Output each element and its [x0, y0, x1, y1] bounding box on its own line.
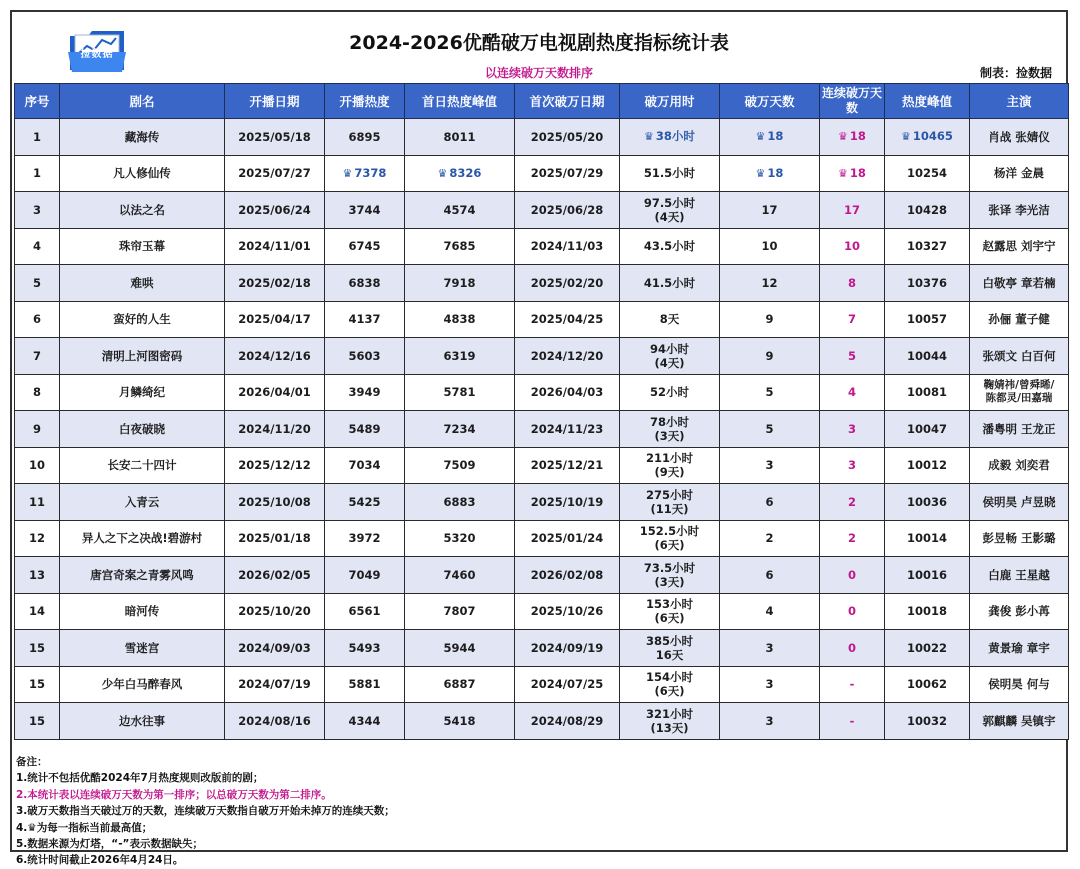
heat-peak-cell: 10062: [885, 666, 970, 703]
consecutive-days-cell: [820, 119, 885, 156]
break-time-cell: [620, 484, 720, 521]
start-date-cell: 2025/10/08: [225, 484, 325, 521]
break-time-cell-line2: (3天): [654, 574, 685, 589]
break-days-cell: [720, 155, 820, 192]
crown-icon: ♛: [644, 130, 654, 144]
rank-cell: 4: [15, 228, 60, 265]
open-heat-cell: 5603: [325, 338, 405, 375]
open-heat-cell: 7034: [325, 447, 405, 484]
consecutive-days-cell: 3: [820, 447, 885, 484]
table-row: [15, 374, 1069, 411]
break-time-cell: 52小时: [620, 374, 720, 411]
note-5: 5.数据来源为灯塔，“-”表示数据缺失；: [16, 838, 203, 851]
cast-cell: 白敬亭 章若楠: [970, 265, 1069, 302]
open-heat-cell: 6838: [325, 265, 405, 302]
notes-heading: 备注：: [16, 756, 48, 768]
first-break-cell: 2025/07/29: [515, 155, 620, 192]
notes-section: [16, 754, 1056, 869]
first-break-cell: 2025/02/20: [515, 265, 620, 302]
start-date-cell: 2025/05/18: [225, 119, 325, 156]
crown-icon: ♛: [901, 130, 911, 144]
open-heat-cell: 6895: [325, 119, 405, 156]
cast-cell: 白鹿 王星越: [970, 557, 1069, 594]
start-date-cell: 2025/04/17: [225, 301, 325, 338]
cast-cell: [970, 374, 1069, 411]
consecutive-days-cell-value: 18: [849, 129, 866, 144]
drama-name-cell: 清明上河图密码: [60, 338, 225, 375]
table-row: [15, 155, 1069, 192]
drama-name-cell: 蛮好的人生: [60, 301, 225, 338]
heat-peak-cell: 10022: [885, 630, 970, 667]
column-header-name: 剧名: [60, 84, 225, 119]
first-peak-cell: 7234: [405, 411, 515, 448]
column-header-open-heat: 开播热度: [325, 84, 405, 119]
first-peak-cell: [405, 155, 515, 192]
start-date-cell: 2024/08/16: [225, 703, 325, 740]
open-heat-cell: 3744: [325, 192, 405, 229]
consecutive-days-cell: 2: [820, 520, 885, 557]
consecutive-days-cell: 17: [820, 192, 885, 229]
break-time-cell-line2: 16天: [655, 647, 684, 662]
consecutive-days-cell: [820, 155, 885, 192]
column-header-break-days: 破万天数: [720, 84, 820, 119]
start-date-cell: 2026/04/01: [225, 374, 325, 411]
cast-cell: 张颂文 白百何: [970, 338, 1069, 375]
stats-table: [14, 83, 1069, 740]
break-days-cell: 17: [720, 192, 820, 229]
crown-icon: ♛: [437, 166, 448, 180]
start-date-cell: 2025/10/20: [225, 593, 325, 630]
start-date-cell: 2025/06/24: [225, 192, 325, 229]
cast-cell: 成毅 刘奕君: [970, 447, 1069, 484]
drama-name-cell: 月鳞绮纪: [60, 374, 225, 411]
break-time-cell-line2: (6天): [654, 684, 685, 699]
drama-name-cell: 少年白马醉春风: [60, 666, 225, 703]
table-row: [15, 703, 1069, 740]
cast-cell: 黄景瑜 章宇: [970, 630, 1069, 667]
heat-peak-cell: 10081: [885, 374, 970, 411]
heat-peak-cell-value: 10465: [912, 129, 953, 144]
crown-icon: ♛: [342, 166, 353, 180]
heat-peak-cell: 10057: [885, 301, 970, 338]
column-header-first-break-date: 首次破万日期: [515, 84, 620, 119]
break-time-cell-line1: 94小时: [649, 341, 689, 356]
break-days-cell: 4: [720, 593, 820, 630]
first-peak-cell: 6887: [405, 666, 515, 703]
break-days-cell: 10: [720, 228, 820, 265]
note-4: 4.♛为每一指标当前最高值；: [16, 821, 153, 834]
break-days-cell: 3: [720, 703, 820, 740]
cast-cell: 潘粤明 王龙正: [970, 411, 1069, 448]
rank-cell: 13: [15, 557, 60, 594]
first-peak-cell: 7460: [405, 557, 515, 594]
first-break-cell: 2026/04/03: [515, 374, 620, 411]
first-peak-cell: 5781: [405, 374, 515, 411]
open-heat-cell-value: 7378: [354, 165, 387, 180]
open-heat-cell: 5493: [325, 630, 405, 667]
first-peak-cell: 5944: [405, 630, 515, 667]
consecutive-days-cell: 5: [820, 338, 885, 375]
heat-peak-cell: 10012: [885, 447, 970, 484]
table-row: [15, 630, 1069, 667]
break-days-cell: 6: [720, 484, 820, 521]
crown-icon: ♛: [755, 130, 766, 144]
drama-name-cell: 珠帘玉幕: [60, 228, 225, 265]
cast-cell: 肖战 张婧仪: [970, 119, 1069, 156]
rank-cell: 6: [15, 301, 60, 338]
break-time-cell: [620, 338, 720, 375]
break-time-cell-line2: (6天): [654, 611, 685, 626]
rank-cell: 7: [15, 338, 60, 375]
column-header-rank: 序号: [15, 84, 60, 119]
table-row: [15, 520, 1069, 557]
rank-cell: 1: [15, 155, 60, 192]
note-1: 1.统计不包括优酷2024年7月热度规则改版前的剧；: [16, 772, 264, 785]
table-row: [15, 557, 1069, 594]
heat-peak-cell: 10376: [885, 265, 970, 302]
drama-name-cell: 暗河传: [60, 593, 225, 630]
first-peak-cell: 6883: [405, 484, 515, 521]
break-days-cell: 2: [720, 520, 820, 557]
drama-name-cell: 异人之下之决战!碧游村: [60, 520, 225, 557]
open-heat-cell: 6745: [325, 228, 405, 265]
drama-name-cell: 雪迷宫: [60, 630, 225, 667]
first-break-cell: 2024/12/20: [515, 338, 620, 375]
cast-cell: 龚俊 彭小苒: [970, 593, 1069, 630]
drama-name-cell: 边水往事: [60, 703, 225, 740]
break-days-cell: 3: [720, 666, 820, 703]
break-time-cell-line1: 211小时: [645, 451, 693, 466]
consecutive-days-cell: 8: [820, 265, 885, 302]
break-time-cell-line2: (3天): [654, 428, 685, 443]
first-peak-cell: 6319: [405, 338, 515, 375]
cast-cell: 杨洋 金晨: [970, 155, 1069, 192]
break-time-cell-line2: (13天): [650, 720, 689, 735]
break-time-cell-line1: 275小时: [645, 487, 693, 502]
consecutive-days-cell: 4: [820, 374, 885, 411]
rank-cell: 3: [15, 192, 60, 229]
cast-cell-line1: 鞠婧祎/曾舜晞/: [983, 379, 1055, 392]
first-peak-cell: 7509: [405, 447, 515, 484]
drama-name-cell: 凡人修仙传: [60, 155, 225, 192]
break-time-cell: [620, 557, 720, 594]
break-time-cell-line2: (4天): [654, 355, 685, 370]
note-6: 6.统计时间截止2026年4月24日。: [16, 854, 184, 867]
rank-cell: 15: [15, 666, 60, 703]
column-header-start-date: 开播日期: [225, 84, 325, 119]
start-date-cell: 2025/07/27: [225, 155, 325, 192]
break-time-cell-line1: 154小时: [645, 670, 693, 685]
note-3: 3.破万天数指当天破过万的天数，连续破万天数指自破万开始未掉万的连续天数；: [16, 805, 395, 818]
consecutive-days-cell: 10: [820, 228, 885, 265]
break-time-cell: 43.5小时: [620, 228, 720, 265]
break-time-cell-line1: 321小时: [645, 706, 693, 721]
first-peak-cell: 7918: [405, 265, 515, 302]
break-time-cell: [620, 630, 720, 667]
open-heat-cell: 3949: [325, 374, 405, 411]
first-break-cell: 2025/10/26: [515, 593, 620, 630]
break-time-cell-line2: (6天): [654, 538, 685, 553]
heat-peak-cell: 10254: [885, 155, 970, 192]
cast-cell: 郭麒麟 吴镇宇: [970, 703, 1069, 740]
crown-icon: ♛: [838, 166, 848, 180]
crown-icon: ♛: [838, 130, 848, 144]
rank-cell: 9: [15, 411, 60, 448]
break-time-cell: [620, 593, 720, 630]
drama-name-cell: 难哄: [60, 265, 225, 302]
open-heat-cell: 5489: [325, 411, 405, 448]
first-peak-cell: 5320: [405, 520, 515, 557]
break-time-cell-line2: (9天): [654, 465, 685, 480]
break-time-cell-line1: 152.5小时: [639, 524, 700, 539]
first-break-cell: 2024/11/03: [515, 228, 620, 265]
break-time-cell-line1: 153小时: [645, 597, 693, 612]
first-break-cell: 2024/08/29: [515, 703, 620, 740]
break-time-cell: [620, 411, 720, 448]
table-row: [15, 228, 1069, 265]
break-time-cell-line2: (11天): [650, 501, 689, 516]
break-time-cell-value: 38小时: [655, 129, 695, 144]
start-date-cell: 2026/02/05: [225, 557, 325, 594]
open-heat-cell: [325, 155, 405, 192]
table-row: [15, 447, 1069, 484]
cast-cell-line2: 陈都灵/田嘉瑞: [985, 392, 1053, 405]
first-peak-cell: 5418: [405, 703, 515, 740]
first-peak-cell: 8011: [405, 119, 515, 156]
first-break-cell: 2025/05/20: [515, 119, 620, 156]
drama-name-cell: 入青云: [60, 484, 225, 521]
break-days-cell: 6: [720, 557, 820, 594]
heat-peak-cell: 10036: [885, 484, 970, 521]
start-date-cell: 2024/11/01: [225, 228, 325, 265]
start-date-cell: 2024/11/20: [225, 411, 325, 448]
consecutive-days-cell: -: [820, 703, 885, 740]
maker-label: 制表：捡数据: [979, 66, 1052, 80]
break-time-cell: [620, 520, 720, 557]
break-time-cell-line1: 78小时: [649, 414, 689, 429]
consecutive-days-cell: 7: [820, 301, 885, 338]
drama-name-cell: 以法之名: [60, 192, 225, 229]
table-row: [15, 666, 1069, 703]
drama-name-cell: 长安二十四计: [60, 447, 225, 484]
break-time-cell: [620, 703, 720, 740]
break-time-cell: [620, 192, 720, 229]
break-days-cell: 3: [720, 630, 820, 667]
heat-peak-cell: 10018: [885, 593, 970, 630]
note-2: 2.本统计表以连续破万天数为第一排序；以总破万天数为第二排序。: [16, 788, 332, 801]
rank-cell: 15: [15, 703, 60, 740]
consecutive-days-cell: 3: [820, 411, 885, 448]
break-time-cell: 51.5小时: [620, 155, 720, 192]
table-row: [15, 484, 1069, 521]
heat-peak-cell: 10016: [885, 557, 970, 594]
break-time-cell-line1: 73.5小时: [643, 560, 696, 575]
table-row: [15, 338, 1069, 375]
table-row: [15, 593, 1069, 630]
consecutive-days-cell: 0: [820, 593, 885, 630]
break-days-cell: 5: [720, 411, 820, 448]
crown-icon: ♛: [755, 166, 766, 180]
heat-peak-cell: [885, 119, 970, 156]
start-date-cell: 2025/12/12: [225, 447, 325, 484]
drama-name-cell: 藏海传: [60, 119, 225, 156]
start-date-cell: 2024/09/03: [225, 630, 325, 667]
first-break-cell: 2024/07/25: [515, 666, 620, 703]
sort-subtitle: 以连续破万天数排序: [484, 66, 593, 80]
rank-cell: 12: [15, 520, 60, 557]
first-break-cell: 2026/02/08: [515, 557, 620, 594]
first-peak-cell: 4838: [405, 301, 515, 338]
open-heat-cell: 5881: [325, 666, 405, 703]
first-break-cell: 2024/09/19: [515, 630, 620, 667]
rank-cell: 14: [15, 593, 60, 630]
logo-label: 捡数据: [80, 49, 114, 60]
first-break-cell: 2025/12/21: [515, 447, 620, 484]
first-break-cell: 2024/11/23: [515, 411, 620, 448]
consecutive-days-cell-value: 18: [849, 165, 866, 180]
table-header-row: [15, 84, 1069, 119]
rank-cell: 11: [15, 484, 60, 521]
heat-peak-cell: 10014: [885, 520, 970, 557]
table-row: [15, 265, 1069, 302]
rank-cell: 15: [15, 630, 60, 667]
cast-cell: 侯明昊 卢昱晓: [970, 484, 1069, 521]
column-header-cast: 主演: [970, 84, 1069, 119]
break-time-cell: 8天: [620, 301, 720, 338]
start-date-cell: 2024/12/16: [225, 338, 325, 375]
break-time-cell: [620, 666, 720, 703]
break-days-cell: 9: [720, 338, 820, 375]
heat-peak-cell: 10428: [885, 192, 970, 229]
heat-peak-cell: 10327: [885, 228, 970, 265]
break-time-cell: 41.5小时: [620, 265, 720, 302]
cast-cell: 赵露思 刘宇宁: [970, 228, 1069, 265]
page-title: 2024-2026优酷破万电视剧热度指标统计表: [349, 32, 729, 54]
first-peak-cell: 7685: [405, 228, 515, 265]
consecutive-days-cell: 0: [820, 557, 885, 594]
rank-cell: 8: [15, 374, 60, 411]
start-date-cell: 2024/07/19: [225, 666, 325, 703]
column-header-break-time: 破万用时: [620, 84, 720, 119]
cast-cell: 张译 李光洁: [970, 192, 1069, 229]
first-peak-cell-value: 8326: [449, 165, 482, 180]
consecutive-days-cell: 0: [820, 630, 885, 667]
break-days-cell: 5: [720, 374, 820, 411]
rank-cell: 1: [15, 119, 60, 156]
break-time-cell-line1: 97.5小时: [643, 195, 696, 210]
break-days-cell-value: 18: [767, 129, 784, 144]
break-days-cell-value: 18: [767, 165, 784, 180]
consecutive-days-cell: -: [820, 666, 885, 703]
start-date-cell: 2025/01/18: [225, 520, 325, 557]
column-header-heat-peak: 热度峰值: [885, 84, 970, 119]
start-date-cell: 2025/02/18: [225, 265, 325, 302]
column-header-first-day-peak: 首日热度峰值: [405, 84, 515, 119]
break-days-cell: 3: [720, 447, 820, 484]
first-peak-cell: 4574: [405, 192, 515, 229]
stats-sheet: [10, 10, 1068, 867]
heat-peak-cell: 10032: [885, 703, 970, 740]
break-time-cell-line1: 385小时: [645, 633, 693, 648]
table-row: [15, 301, 1069, 338]
break-time-cell: [620, 119, 720, 156]
break-days-cell: [720, 119, 820, 156]
table-row: [15, 119, 1069, 156]
open-heat-cell: 4137: [325, 301, 405, 338]
rank-cell: 5: [15, 265, 60, 302]
open-heat-cell: 3972: [325, 520, 405, 557]
first-break-cell: 2025/06/28: [515, 192, 620, 229]
cast-cell: 孙俪 董子健: [970, 301, 1069, 338]
rank-cell: 10: [15, 447, 60, 484]
open-heat-cell: 5425: [325, 484, 405, 521]
cast-cell: 彭昱畅 王影璐: [970, 520, 1069, 557]
drama-name-cell: 白夜破晓: [60, 411, 225, 448]
heat-peak-cell: 10047: [885, 411, 970, 448]
break-time-cell: [620, 447, 720, 484]
cast-cell: 侯明昊 何与: [970, 666, 1069, 703]
table-row: [15, 411, 1069, 448]
open-heat-cell: 6561: [325, 593, 405, 630]
heat-peak-cell: 10044: [885, 338, 970, 375]
drama-name-cell: 唐宫奇案之青雾风鸣: [60, 557, 225, 594]
break-days-cell: 12: [720, 265, 820, 302]
table-row: [15, 192, 1069, 229]
column-header-consecutive-days: 连续破万天数: [820, 84, 885, 119]
break-days-cell: 9: [720, 301, 820, 338]
open-heat-cell: 4344: [325, 703, 405, 740]
consecutive-days-cell: 2: [820, 484, 885, 521]
first-break-cell: 2025/10/19: [515, 484, 620, 521]
first-break-cell: 2025/01/24: [515, 520, 620, 557]
break-time-cell-line2: (4天): [654, 209, 685, 224]
first-peak-cell: 7807: [405, 593, 515, 630]
first-break-cell: 2025/04/25: [515, 301, 620, 338]
open-heat-cell: 7049: [325, 557, 405, 594]
